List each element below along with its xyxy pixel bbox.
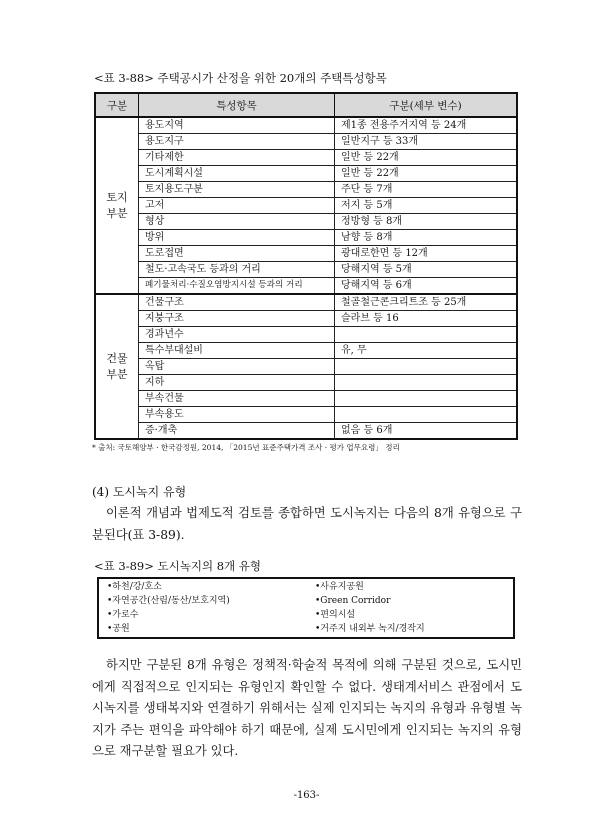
attribute-cell: 옥탑 — [139, 359, 335, 375]
paragraph: 이론적 개념과 법제도적 검토를 종합하면 도시녹지는 다음의 8개 유형으로 구분된다(표 3-89). — [92, 506, 522, 542]
detail-cell: 저지 등 5개 — [335, 198, 518, 214]
attribute-cell: 기타제한 — [139, 150, 335, 166]
detail-cell: 주단 등 7개 — [335, 182, 518, 198]
table-row — [95, 150, 517, 166]
attribute-cell: 고저 — [139, 198, 335, 214]
attribute-cell: 지붕구조 — [139, 311, 335, 327]
detail-cell: 철골철근콘크리트조 등 25개 — [335, 294, 518, 311]
page-number: -163- — [293, 790, 320, 801]
attribute-cell: 건물구조 — [139, 294, 335, 311]
attribute-cell: 방위 — [139, 230, 335, 246]
list-item: •거주지 내외부 녹지/경작지 — [315, 624, 425, 634]
attribute-cell: 용도지역 — [139, 117, 335, 134]
table-caption: <표 3-89> 도시녹지의 8개 유형 — [94, 559, 262, 573]
group-label: 토지 부분 — [95, 117, 139, 294]
detail-cell: 당해지역 등 6개 — [335, 278, 518, 295]
attribute-cell: 형상 — [139, 214, 335, 230]
list-item: •자연공간(산림/동산/보호지역) — [107, 596, 230, 606]
detail-cell — [335, 375, 518, 391]
page-content — [92, 70, 522, 763]
detail-cell — [335, 359, 518, 375]
list-item: •공원 — [107, 624, 130, 634]
table-row — [95, 214, 517, 230]
paragraph: 하지만 구분된 8개 유형은 정책적·학술적 목적에 의해 구분된 것으로, 도시민에게 직접적으로 인지되는 유형인지 확인할 수 없다. 생태계서비스 관점에서 도시녹지를 생태복지와 연결하기 위해서는 실제 인지되는 녹지의 유형과 유형별 녹지가 주는 편익을 파악해야 하기 때문에, 실제 도시민에게 인지되는 녹지의 유형으로 재구분할 필요가 있다. — [92, 658, 522, 758]
attribute-cell: 경과년수 — [139, 327, 335, 343]
table-row — [95, 391, 517, 407]
header-category: 구분 — [95, 93, 139, 117]
list-item: •하천/강/호소 — [107, 582, 162, 592]
attribute-cell: 도시계획시설 — [139, 166, 335, 182]
table-row — [95, 294, 517, 311]
section-heading: (4) 도시녹지 유형 — [92, 485, 187, 499]
table-row — [95, 359, 517, 375]
header-attribute: 특성항목 — [139, 93, 335, 117]
table-row — [95, 423, 517, 440]
attribute-cell: 부속용도 — [139, 407, 335, 423]
group-label: 건물 부분 — [95, 294, 139, 439]
table-caption: <표 3-88> 주택공시가 산정을 위한 20개의 주택특성항목 — [94, 71, 387, 85]
attribute-cell: 용도지구 — [139, 134, 335, 150]
list-item: •가로수 — [107, 610, 139, 620]
attribute-cell: 토지용도구분 — [139, 182, 335, 198]
table-row — [95, 262, 517, 278]
detail-cell: 일반 등 22개 — [335, 150, 518, 166]
attribute-cell: 증·개축 — [139, 423, 335, 440]
attribute-cell: 폐기물처리·수질오염방지시설 등과의 거리 — [139, 278, 335, 295]
detail-cell — [335, 327, 518, 343]
green-space-types-box — [97, 577, 515, 639]
table-row — [95, 117, 517, 134]
detail-cell: 남향 등 8개 — [335, 230, 518, 246]
detail-cell: 일반지구 등 33개 — [335, 134, 518, 150]
detail-cell: 제1종 전용주거지역 등 24개 — [335, 117, 518, 134]
table-row — [95, 166, 517, 182]
table-row — [95, 327, 517, 343]
attribute-cell: 도로접면 — [139, 246, 335, 262]
detail-cell: 광대로한면 등 12개 — [335, 246, 518, 262]
table-row — [95, 198, 517, 214]
detail-cell: 정방형 등 8개 — [335, 214, 518, 230]
detail-cell: 당해지역 등 5개 — [335, 262, 518, 278]
detail-cell: 유, 무 — [335, 343, 518, 359]
housing-attributes-table — [94, 92, 518, 440]
footnote: * 출처: 국토해양부 · 한국감정원, 2014, 「2015년 표준주택가격 조사 · 평가 업무요령」 정리 — [92, 443, 400, 452]
table-row — [95, 246, 517, 262]
list-item: •Green Corridor — [315, 596, 391, 606]
table-row — [95, 375, 517, 391]
attribute-cell: 부속건물 — [139, 391, 335, 407]
attribute-cell: 철도·고속국도 등과의 거리 — [139, 262, 335, 278]
table-row — [95, 343, 517, 359]
table-row — [95, 134, 517, 150]
detail-cell: 슬라브 등 16 — [335, 311, 518, 327]
attribute-cell: 특수부대설비 — [139, 343, 335, 359]
detail-cell: 없음 등 6개 — [335, 423, 518, 440]
detail-cell — [335, 391, 518, 407]
list-item: •편의시설 — [315, 610, 356, 620]
detail-cell: 일반 등 22개 — [335, 166, 518, 182]
table-row — [95, 182, 517, 198]
table-row — [95, 407, 517, 423]
table-row — [95, 278, 517, 295]
detail-cell — [335, 407, 518, 423]
attribute-cell: 지하 — [139, 375, 335, 391]
list-item: •사유지공원 — [315, 582, 364, 592]
header-detail: 구분(세부 변수) — [335, 93, 518, 117]
table-row — [95, 230, 517, 246]
table-row — [95, 311, 517, 327]
